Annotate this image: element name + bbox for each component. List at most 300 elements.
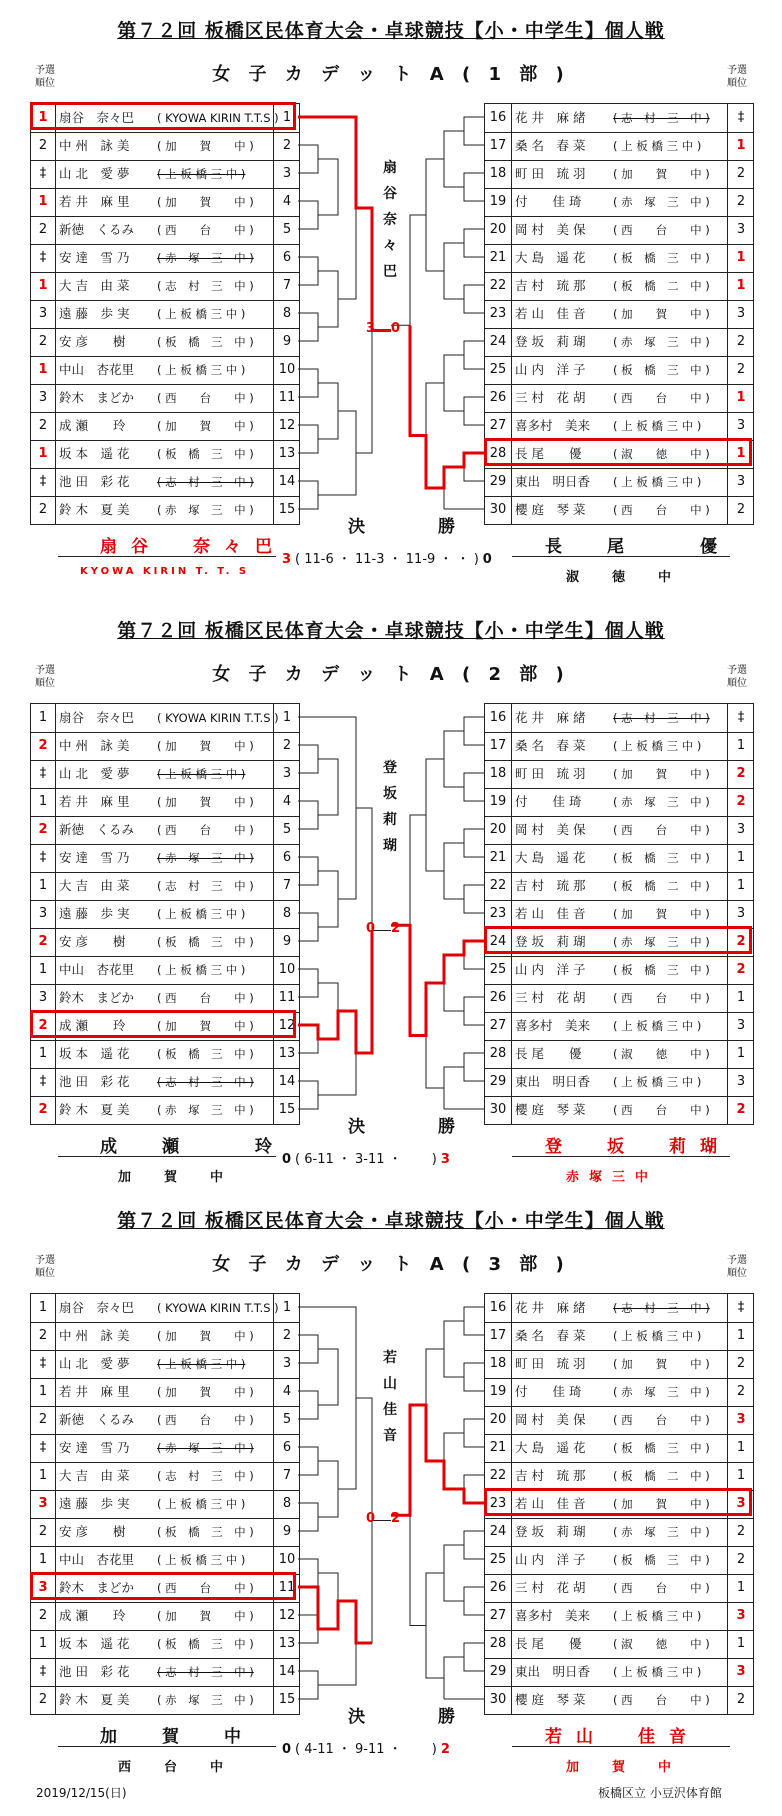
bracket-line [464, 1643, 484, 1671]
player-name-text: 花 井 麻 緒 [515, 1300, 586, 1315]
player-team: ( 赤 塚 三 中 ) [613, 795, 710, 809]
player-name-text: 大 吉 由 菜 [59, 1468, 130, 1483]
bracket-line [298, 1391, 318, 1419]
player-team: ( 加 賀 中 ) [157, 795, 254, 809]
player-name-text: 安 達 雪 乃 [59, 850, 130, 865]
bracket-line [464, 1053, 484, 1081]
prelim-rank: ‡ [31, 1068, 56, 1096]
prelim-rank: 2 [31, 328, 56, 356]
player-name-text: 吉 村 琉 那 [515, 1468, 586, 1483]
player-name-text: 中山 杏花里 [59, 362, 135, 377]
prelim-rank: 2 [31, 1012, 56, 1040]
winner-box-right [484, 926, 752, 954]
bracket-line [298, 117, 391, 331]
ranking-header-line1: 予選 [727, 665, 747, 676]
draw-number: 17 [485, 132, 512, 160]
final-set-left: 0 [282, 1742, 292, 1757]
bracket-line [464, 285, 484, 313]
player-team: ( 赤 塚 三 中 ) [157, 503, 254, 517]
draw-number: 18 [485, 1350, 512, 1378]
draw-number: 19 [485, 188, 512, 216]
draw-number: 29 [485, 468, 512, 496]
player-team: ( 板 橋 二 中 ) [613, 279, 710, 293]
draw-number: 3 [273, 1350, 300, 1378]
prelim-rank: 3 [31, 384, 56, 412]
player-name-text: 坂 本 遥 花 [59, 1046, 130, 1061]
player-team: ( 板 橋 三 中 ) [613, 363, 710, 377]
final-set-detail: ( 4-11 ・ 9-11 ・ ) [295, 1742, 437, 1757]
bracket-line [464, 1531, 484, 1559]
player-team: ( 板 橋 三 中 ) [157, 447, 254, 461]
prelim-rank: 3 [727, 468, 754, 496]
draw-number: 16 [485, 1294, 512, 1322]
draw-number: 12 [273, 412, 300, 440]
draw-number: 4 [273, 1378, 300, 1406]
player-team: ( 板 橋 三 中 ) [157, 335, 254, 349]
player-team: ( 板 橋 三 中 ) [157, 935, 254, 949]
prelim-rank: 1 [31, 1546, 56, 1574]
bracket-line [464, 829, 484, 857]
bracket-line [410, 1405, 426, 1626]
player-name-text: 東出 明日香 [515, 1664, 591, 1679]
ranking-header-line1: 予選 [35, 65, 55, 76]
player-team: ( 西 台 中 ) [157, 823, 254, 837]
final-right-team: 加 賀 中 [566, 1760, 682, 1775]
player-team: ( 加 賀 中 ) [613, 1357, 710, 1371]
player-name-text: 若 井 麻 里 [59, 1384, 130, 1399]
prelim-rank: 1 [31, 704, 56, 732]
bracket-line [444, 843, 464, 899]
draw-number: 12 [273, 1602, 300, 1630]
player-team: ( 志 村 三 中 ) [157, 475, 254, 489]
draw-number: 13 [273, 440, 300, 468]
draw-number: 9 [273, 1518, 300, 1546]
bracket-line [464, 397, 484, 425]
player-name-text: 花 井 麻 緒 [515, 710, 586, 725]
player-name-text: 付 佳 琦 [515, 1384, 582, 1399]
player-name-text: 遠 藤 歩 実 [59, 1496, 130, 1511]
draw-number: 14 [273, 1068, 300, 1096]
draw-number: 15 [273, 496, 300, 524]
player-team: ( 西 台 中 ) [613, 391, 710, 405]
prelim-rank: 3 [727, 216, 754, 244]
final-divider-right [512, 556, 730, 557]
prelim-rank: 3 [727, 1602, 754, 1630]
player-team: ( 加 賀 中 ) [613, 167, 710, 181]
bracket-line [444, 243, 464, 299]
player-name-text: 桑 名 春 菜 [515, 738, 586, 753]
bracket-line [464, 1419, 484, 1447]
player-team: ( 赤 塚 三 中 ) [613, 1385, 710, 1399]
bracket-line [298, 481, 318, 509]
draw-number: 22 [485, 272, 512, 300]
draw-number: 15 [273, 1096, 300, 1124]
player-team: ( 志 村 三 中 ) [157, 879, 254, 893]
draw-number: 4 [273, 788, 300, 816]
bracket-line [464, 341, 484, 369]
draw-number: 7 [273, 872, 300, 900]
player-name-text: 遠 藤 歩 実 [59, 906, 130, 921]
final-score-right: 2 [391, 1510, 401, 1526]
player-name-text: 山 北 愛 夢 [59, 166, 130, 181]
prelim-rank: 3 [727, 816, 754, 844]
bracket-line [338, 411, 356, 495]
bracket-line [298, 1025, 318, 1053]
player-team: ( 西 台 中 ) [157, 223, 254, 237]
final-score-left: 0 [366, 1510, 376, 1526]
player-name-text: 扇谷 奈々巴 [59, 110, 135, 125]
prelim-rank: 2 [727, 760, 754, 788]
winner-char: 若 [383, 1350, 397, 1366]
bracket-line [318, 159, 338, 215]
bracket-line [298, 1615, 318, 1643]
draw-number: 5 [273, 1406, 300, 1434]
player-team: ( 上 板 橋 三 中 ) [157, 1497, 246, 1511]
player-name-text: 若 井 麻 里 [59, 794, 130, 809]
winner-char: 佳 [383, 1402, 397, 1418]
draw-number: 6 [273, 1434, 300, 1462]
bracket-line [426, 383, 444, 488]
final-right-player: 若山 佳音 [545, 1727, 700, 1747]
page-title: 第７２回 板橋区民体育大会・卓球競技【小・中学生】個人戦 [117, 1210, 665, 1232]
player-name-text: 喜多村 美来 [515, 418, 591, 433]
prelim-rank: 1 [727, 872, 754, 900]
player-team: ( 上 板 橋 三 中 ) [157, 307, 246, 321]
prelim-rank: 1 [31, 440, 56, 468]
footer-venue: 板橋区立 小豆沢体育館 [598, 1786, 722, 1800]
draw-number: 3 [273, 760, 300, 788]
player-name-text: 鈴 木 夏 美 [59, 1102, 130, 1117]
division-title: 女 子 カ デ ッ ト A ( 1 部 ) [212, 64, 570, 85]
bracket-line [464, 997, 484, 1025]
player-name-text: 大 島 遥 花 [515, 250, 586, 265]
prelim-rank: 2 [31, 412, 56, 440]
draw-number: 2 [273, 732, 300, 760]
final-left-team: KYOWA KIRIN T. T. S [80, 566, 250, 577]
bracket-line [426, 159, 444, 271]
draw-number: 17 [485, 1322, 512, 1350]
player-team: ( 上 板 橋 三 中 ) [613, 1019, 702, 1033]
prelim-rank: 2 [31, 732, 56, 760]
bracket-line [338, 1011, 356, 1095]
player-name-text: 喜多村 美来 [515, 1018, 591, 1033]
bracket-line [298, 801, 318, 829]
winner-vertical-name [380, 755, 400, 859]
prelim-rank: 2 [727, 496, 754, 524]
player-name-text: 新徳 くるみ [59, 1412, 135, 1427]
draw-number: 18 [485, 160, 512, 188]
player-team: ( 板 橋 三 中 ) [157, 1525, 254, 1539]
bracket-line [298, 969, 318, 997]
bracket-line [444, 355, 464, 411]
player-name-text: 中 州 詠 美 [59, 1328, 130, 1343]
draw-number: 20 [485, 1406, 512, 1434]
player-name-text: 成 瀬 玲 [59, 1018, 126, 1033]
draw-number: 20 [485, 216, 512, 244]
player-name-text: 安 達 雪 乃 [59, 250, 130, 265]
final-score-left: 0 [366, 920, 376, 936]
player-team: ( 志 村 三 中 ) [613, 711, 710, 725]
prelim-rank: 2 [727, 1096, 754, 1124]
player-name-text: 新徳 くるみ [59, 822, 135, 837]
bracket-line [464, 773, 484, 801]
player-name-text: 扇谷 奈々巴 [59, 710, 135, 725]
draw-number: 27 [485, 412, 512, 440]
draw-number: 8 [273, 900, 300, 928]
bracket-line [444, 467, 464, 509]
draw-number: 7 [273, 1462, 300, 1490]
final-set-detail: ( 11-6 ・ 11-3 ・ 11-9 ・ ・ ) [295, 552, 479, 567]
player-team: ( 西 台 中 ) [613, 823, 710, 837]
player-team: ( 加 賀 中 ) [157, 1329, 254, 1343]
player-name-text: 登 坂 莉 瑚 [515, 334, 586, 349]
draw-number: 11 [273, 384, 300, 412]
bracket-lines [0, 600, 782, 1195]
draw-number: 16 [485, 704, 512, 732]
player-name-text: 三 村 花 胡 [515, 1580, 586, 1595]
player-team: ( 志 村 三 中 ) [157, 1469, 254, 1483]
bracket-line [464, 173, 484, 201]
footer-date: 2019/12/15(日) [36, 1786, 127, 1800]
page-title: 第７２回 板橋区民体育大会・卓球競技【小・中学生】個人戦 [117, 20, 665, 42]
player-name-text: 池 田 彩 花 [59, 1074, 130, 1089]
player-team: ( 加 賀 中 ) [157, 1385, 254, 1399]
draw-number: 19 [485, 1378, 512, 1406]
draw-number: 17 [485, 732, 512, 760]
bracket-line [391, 925, 484, 1035]
bracket-line [444, 1321, 464, 1377]
player-team: ( 西 台 中 ) [613, 223, 710, 237]
player-name-text: 大 島 遥 花 [515, 850, 586, 865]
player-team: ( 上 板 橋 三 中 ) [613, 1609, 702, 1623]
prelim-rank: 2 [31, 132, 56, 160]
player-team: ( 上 板 橋 三 中 ) [613, 1665, 702, 1679]
prelim-rank: 3 [31, 900, 56, 928]
bracket-line [410, 215, 426, 436]
prelim-rank: 1 [31, 188, 56, 216]
prelim-rank: 1 [727, 1574, 754, 1602]
player-team: ( 上 板 橋 三 中 ) [157, 363, 246, 377]
player-name-text: 登 坂 莉 瑚 [515, 934, 586, 949]
player-team: ( 加 賀 中 ) [157, 139, 254, 153]
prelim-rank: ‡ [31, 1350, 56, 1378]
player-team: ( 赤 塚 三 中 ) [613, 335, 710, 349]
prelim-rank: 1 [31, 1040, 56, 1068]
bracket-line [444, 1433, 464, 1489]
final-left-player: 扇谷 奈々巴 [100, 537, 286, 557]
bracket-line [298, 1559, 318, 1587]
prelim-rank: 2 [31, 1406, 56, 1434]
player-team: ( 板 橋 三 中 ) [613, 963, 710, 977]
prelim-rank: 1 [31, 956, 56, 984]
player-name-text: 池 田 彩 花 [59, 1664, 130, 1679]
draw-number: 4 [273, 188, 300, 216]
bracket-line [464, 885, 484, 913]
draw-number: 18 [485, 760, 512, 788]
player-team: ( 上 板 橋 三 中 ) [157, 907, 246, 921]
prelim-rank: 3 [727, 1012, 754, 1040]
final-match-score [366, 921, 400, 936]
prelim-rank: 1 [727, 1434, 754, 1462]
player-name-text: 池 田 彩 花 [59, 474, 130, 489]
draw-number: 26 [485, 1574, 512, 1602]
bracket-line [444, 955, 464, 1011]
final-label: 決 勝 [348, 1707, 483, 1727]
player-team: ( 志 村 三 中 ) [613, 1301, 710, 1315]
prelim-rank: ‡ [31, 160, 56, 188]
winner-char: 登 [383, 760, 397, 776]
draw-number: 1 [273, 704, 300, 732]
player-name-text: 成 瀬 玲 [59, 418, 126, 433]
prelim-rank: 2 [31, 1322, 56, 1350]
draw-number: 21 [485, 244, 512, 272]
prelim-rank: ‡ [727, 104, 754, 132]
prelim-rank: 1 [31, 104, 56, 132]
prelim-rank: 1 [727, 844, 754, 872]
final-label: 決 勝 [348, 517, 483, 537]
draw-number: 26 [485, 384, 512, 412]
player-team: ( 加 賀 中 ) [157, 1609, 254, 1623]
bracket-line [298, 857, 318, 885]
winner-box-right [484, 1488, 752, 1516]
player-team: ( 板 橋 三 中 ) [157, 1637, 254, 1651]
final-left-player: 加 賀 中 [100, 1727, 255, 1747]
player-name-text: 吉 村 琉 那 [515, 878, 586, 893]
prelim-rank: ‡ [31, 468, 56, 496]
draw-number: 7 [273, 272, 300, 300]
player-team: ( 板 橋 三 中 ) [613, 1553, 710, 1567]
player-team: ( 西 台 中 ) [157, 391, 254, 405]
player-name-text: 坂 本 遥 花 [59, 446, 130, 461]
final-set-right: 2 [440, 1742, 450, 1757]
final-right-player: 登 坂 莉瑚 [545, 1137, 731, 1157]
winner-char: 巴 [383, 264, 397, 280]
final-right-player: 長 尾 優 [545, 537, 731, 557]
player-name-text: 町 田 琉 羽 [515, 1356, 586, 1371]
player-team: ( 赤 塚 三 中 ) [613, 1525, 710, 1539]
bracket-line [298, 425, 318, 453]
final-set-left: 3 [282, 552, 292, 567]
player-name-text: 大 吉 由 菜 [59, 278, 130, 293]
player-team: ( 板 橋 三 中 ) [613, 251, 710, 265]
winner-box-left [30, 1572, 296, 1600]
winner-char: 山 [383, 1376, 397, 1392]
prelim-rank: 2 [727, 356, 754, 384]
prelim-rank: 2 [727, 788, 754, 816]
prelim-rank: 3 [727, 1068, 754, 1096]
player-name-text: 中 州 詠 美 [59, 738, 130, 753]
prelim-rank: 2 [727, 1686, 754, 1714]
player-name-text: 東出 明日香 [515, 1074, 591, 1089]
prelim-rank: 1 [727, 132, 754, 160]
bracket-line [318, 1573, 338, 1629]
prelim-rank: 2 [727, 1378, 754, 1406]
draw-number: 11 [273, 1574, 300, 1602]
player-team: ( 赤 塚 三 中 ) [157, 251, 254, 265]
bracket-section [0, 600, 782, 1195]
player-team: ( 板 橋 三 中 ) [613, 1441, 710, 1455]
player-team: ( 赤 塚 三 中 ) [613, 935, 710, 949]
bracket-line [426, 759, 444, 871]
bracket-line [298, 1335, 318, 1363]
bracket-line [464, 717, 484, 745]
draw-number: 15 [273, 1686, 300, 1714]
prelim-rank: 3 [31, 300, 56, 328]
draw-number: 5 [273, 216, 300, 244]
ranking-header-line2: 順位 [35, 678, 55, 689]
prelim-rank: 1 [31, 872, 56, 900]
draw-number: 27 [485, 1012, 512, 1040]
winner-char: 奈 [383, 212, 397, 228]
final-divider-left [58, 1746, 276, 1747]
player-name-text: 町 田 琉 羽 [515, 766, 586, 781]
player-name-text: 喜多村 美来 [515, 1608, 591, 1623]
player-name-text: 鈴木 まどか [59, 1580, 135, 1595]
bracket-line [464, 1363, 484, 1391]
prelim-rank: 2 [727, 188, 754, 216]
winner-char: 谷 [383, 186, 397, 202]
player-name-text: 付 佳 琦 [515, 194, 582, 209]
player-team: ( 志 村 三 中 ) [157, 1075, 254, 1089]
winner-char: 音 [383, 1428, 397, 1444]
draw-number: 1 [273, 104, 300, 132]
player-name-text: 山 北 愛 夢 [59, 766, 130, 781]
player-name-text: 桑 名 春 菜 [515, 138, 586, 153]
player-name-text: 山 内 洋 子 [515, 1552, 586, 1567]
draw-number: 6 [273, 244, 300, 272]
player-team: ( 板 橋 二 中 ) [613, 1469, 710, 1483]
final-match-score [366, 1511, 400, 1526]
final-left-player: 成 瀬 玲 [100, 1137, 286, 1157]
draw-number: 19 [485, 788, 512, 816]
player-name-text: 若 井 麻 里 [59, 194, 130, 209]
player-team: ( 上 板 橋 三 中 ) [157, 767, 246, 781]
bracket-line [298, 201, 318, 229]
player-team: ( 西 台 中 ) [613, 503, 710, 517]
draw-number: 27 [485, 1602, 512, 1630]
draw-number: 16 [485, 104, 512, 132]
draw-number: 24 [485, 1518, 512, 1546]
player-team: ( 板 橋 三 中 ) [157, 1047, 254, 1061]
player-team: ( 西 台 中 ) [157, 991, 254, 1005]
bracket-line [298, 745, 318, 773]
player-team: ( 志 村 三 中 ) [157, 279, 254, 293]
bracket-line [338, 1307, 356, 1489]
division-title: 女 子 カ デ ッ ト A ( 2 部 ) [212, 664, 570, 685]
ranking-header-line2: 順位 [727, 678, 747, 689]
player-team: ( 上 板 橋 三 中 ) [613, 475, 702, 489]
draw-number: 25 [485, 1546, 512, 1574]
prelim-rank: 3 [727, 412, 754, 440]
draw-number: 22 [485, 1462, 512, 1490]
player-name-text: 桑 名 春 菜 [515, 1328, 586, 1343]
player-name-text: 若 山 佳 音 [515, 1496, 586, 1511]
draw-number: 13 [273, 1630, 300, 1658]
winner-char: 莉 [383, 812, 397, 828]
draw-number: 21 [485, 1434, 512, 1462]
bracket-line [298, 257, 318, 285]
draw-number: 10 [273, 956, 300, 984]
prelim-rank: 1 [727, 1630, 754, 1658]
draw-number: 8 [273, 300, 300, 328]
final-divider-right [512, 1156, 730, 1157]
bracket-line [298, 313, 318, 341]
bracket-line [298, 145, 318, 173]
draw-number: 9 [273, 328, 300, 356]
player-name-text: 安 達 雪 乃 [59, 1440, 130, 1455]
bracket-line [391, 1405, 484, 1515]
prelim-rank: 1 [727, 1462, 754, 1490]
